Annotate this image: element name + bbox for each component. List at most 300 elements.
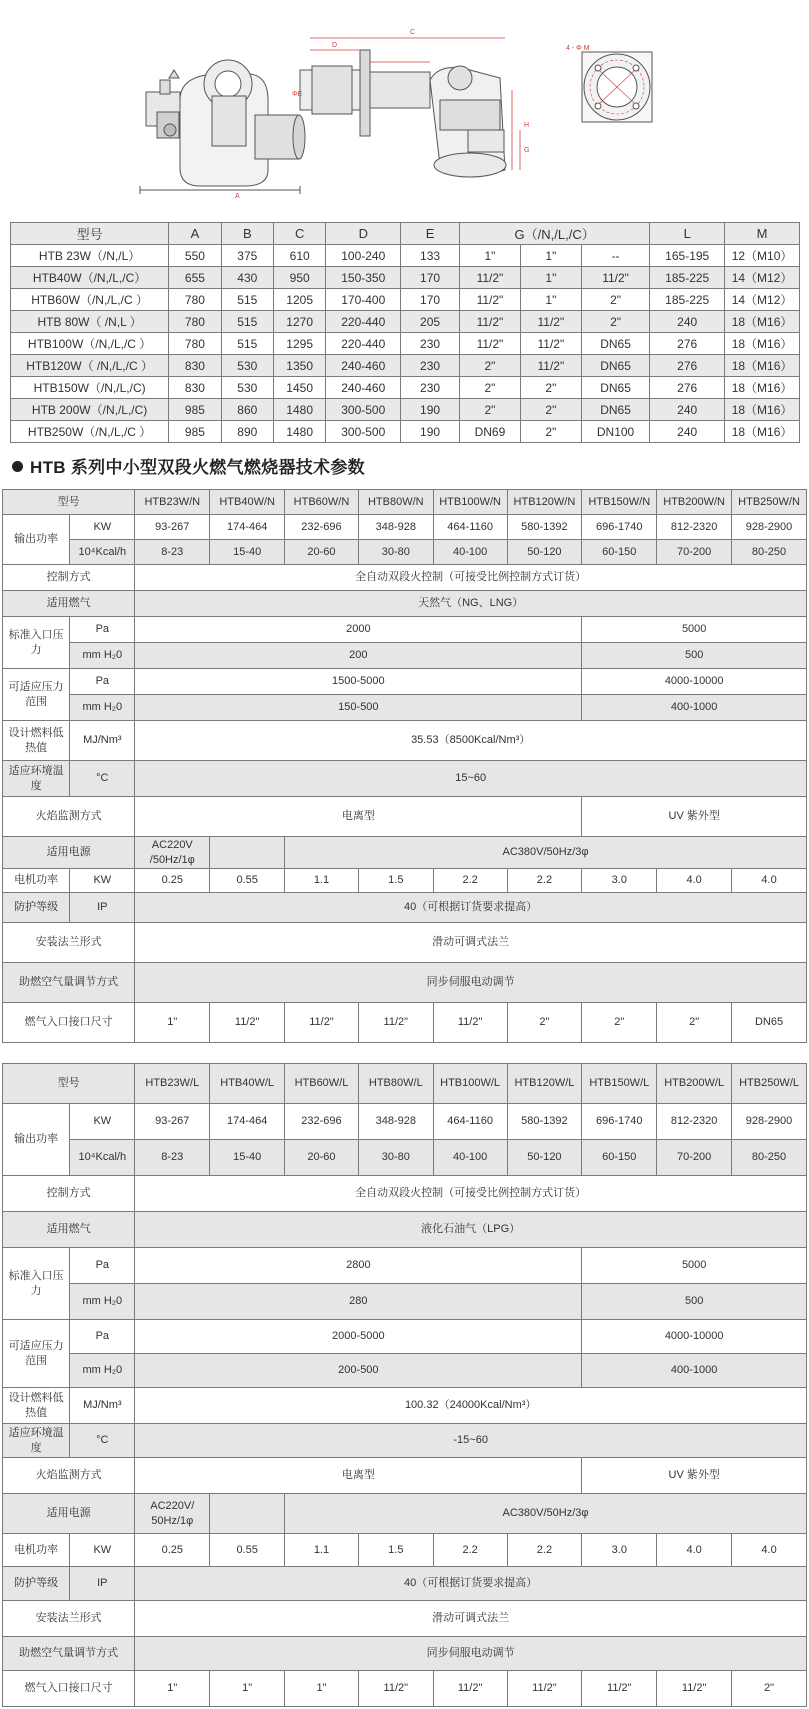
spec-cell: 1"	[210, 1671, 285, 1707]
spec-cell: 150-500	[135, 695, 582, 721]
spec-cell: 30-80	[358, 1140, 433, 1176]
spec-cell: HTB100W/N	[433, 490, 507, 515]
dim-cell: 100-240	[326, 245, 401, 267]
spec-label: 助燃空气量调节方式	[3, 963, 135, 1003]
dim-header-cell: E	[401, 223, 460, 245]
spec-cell: 232-696	[285, 1104, 359, 1140]
spec-label: 型号	[3, 490, 135, 515]
spec-row-flame	[3, 797, 807, 837]
spec-row-inlet-mm	[3, 643, 807, 669]
dim-cell: 133	[401, 245, 460, 267]
spec-cell: 93-267	[135, 1104, 210, 1140]
spec-cell: 500	[582, 643, 807, 669]
spec-row-kw	[3, 515, 807, 540]
dim-cell: 830	[169, 355, 221, 377]
dim-cell: HTB40W（/N,/L,/C）	[11, 267, 169, 289]
dim-cell: 780	[169, 311, 221, 333]
spec-row-motor	[3, 1534, 807, 1567]
dim-cell: 610	[273, 245, 325, 267]
spec-cell: 40（可根据订货要求提高）	[135, 893, 807, 923]
spec-cell: 2"	[582, 1003, 657, 1043]
dim-cell: 1"	[520, 245, 581, 267]
spec-cell: 812-2320	[657, 1104, 732, 1140]
spec-cell: 174-464	[210, 515, 285, 540]
spec-label: 安装法兰形式	[3, 923, 135, 963]
spec-cell: HTB23W/N	[135, 490, 210, 515]
dim-cell: 1270	[273, 311, 325, 333]
dim-cell: 11/2"	[459, 311, 520, 333]
dim-phi-label: ΦE	[292, 91, 303, 98]
spec-cell: 2"	[507, 1003, 582, 1043]
dim-cell: 230	[401, 333, 460, 355]
spec-cell: 滑动可调式法兰	[135, 1601, 807, 1637]
spec-cell: 5000	[582, 617, 807, 643]
spec-cell: 天然气（NG、LNG）	[135, 591, 807, 617]
spec-cell: 2"	[732, 1671, 807, 1707]
spec-cell: mm H₂0	[70, 695, 135, 721]
bullet-dot	[12, 461, 23, 472]
spec-cell: HTB80W/N	[358, 490, 433, 515]
spec-cell: 11/2"	[285, 1003, 359, 1043]
dim-row	[11, 333, 800, 355]
spec-cell: mm H₂0	[70, 643, 135, 669]
spec-label: 燃气入口接口尺寸	[3, 1003, 135, 1043]
spec-label: 设计燃料低热值	[3, 1388, 70, 1424]
dim-cell: 2"	[520, 421, 581, 443]
dim-cell: 2"	[459, 377, 520, 399]
dim-cell: 1"	[520, 267, 581, 289]
spec-label: 防护等级	[3, 893, 70, 923]
spec-cell: 3.0	[582, 869, 657, 893]
dim-cell: HTB60W（/N,/L,/C ）	[11, 289, 169, 311]
dim-cell: 18（M16）	[725, 333, 800, 355]
dim-cell: 300-500	[326, 421, 401, 443]
spec-cell: Pa	[70, 1320, 135, 1354]
dim-cell: 11/2"	[520, 355, 581, 377]
dim-header-cell: L	[650, 223, 725, 245]
spec-cell: 2800	[135, 1248, 582, 1284]
spec-cell: 1.1	[285, 1534, 359, 1567]
spec-cell: 200	[135, 643, 582, 669]
dim-cell: 11/2"	[459, 289, 520, 311]
dim-cell: 890	[221, 421, 273, 443]
dim-cell: 1205	[273, 289, 325, 311]
spec-label: 燃气入口接口尺寸	[3, 1671, 135, 1707]
spec-cell: 4.0	[657, 1534, 732, 1567]
dim-cell: 190	[401, 421, 460, 443]
dim-cell: 170-400	[326, 289, 401, 311]
spec-cell: 11/2"	[210, 1003, 285, 1043]
dim-cell: 12（M10）	[725, 245, 800, 267]
spec-cell: AC220V/ 50Hz/1φ	[135, 1494, 210, 1534]
dim-cell: 240-460	[326, 377, 401, 399]
spec-cell: 580-1392	[507, 1104, 582, 1140]
spec-cell: KW	[70, 1104, 135, 1140]
spec-cell: 20-60	[285, 540, 359, 565]
spec-row-inlet-pa	[3, 1248, 807, 1284]
spec-row-flame	[3, 1458, 807, 1494]
spec-label: 设计燃料低热值	[3, 721, 70, 761]
spec-cell: 93-267	[135, 515, 210, 540]
spec-label: 标准入口压力	[3, 1248, 70, 1320]
spec-cell: 200-500	[135, 1354, 582, 1388]
dim-cell: 185-225	[650, 267, 725, 289]
dim-cell: 1480	[273, 399, 325, 421]
dim-cell: 11/2"	[581, 267, 649, 289]
dim-d-label: D	[332, 42, 338, 49]
dim-cell: HTB 23W（/N,/L）	[11, 245, 169, 267]
spec-cell: 10⁴Kcal/h	[70, 1140, 135, 1176]
spec-cell: MJ/Nm³	[70, 721, 135, 761]
dim-header-cell: A	[169, 223, 221, 245]
spec-cell: 全自动双段火控制（可接受比例控制方式订货）	[135, 565, 807, 591]
dim-cell: 205	[401, 311, 460, 333]
dim-cell: 11/2"	[459, 333, 520, 355]
spec-cell: 1"	[135, 1671, 210, 1707]
spec-row-motor	[3, 869, 807, 893]
dim-cell: 18（M16）	[725, 355, 800, 377]
dim-cell: DN65	[581, 399, 649, 421]
dim-row	[11, 421, 800, 443]
dim-cell: 2"	[581, 289, 649, 311]
spec-row-temp	[3, 761, 807, 797]
section-title	[12, 453, 365, 478]
spec-cell: Pa	[70, 669, 135, 695]
dimension-table	[10, 222, 800, 443]
spec-cell: 40-100	[433, 540, 507, 565]
spec-cell: 40-100	[433, 1140, 507, 1176]
spec-cell: 同步伺服电动调节	[135, 963, 807, 1003]
spec-row-supply	[3, 837, 807, 869]
spec-label: 输出功率	[3, 515, 70, 565]
dim-cell: 185-225	[650, 289, 725, 311]
spec-cell: 2.2	[507, 1534, 582, 1567]
spec-cell: 15~60	[135, 761, 807, 797]
dim-cell: 2"	[581, 311, 649, 333]
spec-label: 适应环境温度	[3, 761, 70, 797]
spec-cell: MJ/Nm³	[70, 1388, 135, 1424]
spec-row-flange	[3, 1601, 807, 1637]
burner-dimension-drawing	[0, 0, 809, 215]
spec-row-range-mm	[3, 695, 807, 721]
spec-label: 火焰监测方式	[3, 1458, 135, 1494]
spec-empty-cell	[210, 1494, 285, 1534]
dim-cell: 240-460	[326, 355, 401, 377]
dim-header-cell: B	[221, 223, 273, 245]
spec-label: 型号	[3, 1064, 135, 1104]
spec-cell: 696-1740	[582, 515, 657, 540]
dim-cell: 530	[221, 355, 273, 377]
spec-row-control	[3, 565, 807, 591]
spec-row-port	[3, 1671, 807, 1707]
section-title-text: HTB 系列中小型双段火燃气燃烧器技术参数	[30, 458, 365, 477]
dim-cell: 230	[401, 355, 460, 377]
spec-cell: 400-1000	[582, 695, 807, 721]
spec-cell: HTB250W/L	[732, 1064, 807, 1104]
spec-label: 适用燃气	[3, 591, 135, 617]
dim-cell: 18（M16）	[725, 399, 800, 421]
dim-cell: 860	[221, 399, 273, 421]
spec-cell: -15~60	[135, 1424, 807, 1458]
dim-cell: 18（M16）	[725, 377, 800, 399]
spec-cell: 928-2900	[732, 515, 807, 540]
dim-cell: 240	[650, 311, 725, 333]
dim-cell: HTB 200W（/N,/L,/C)	[11, 399, 169, 421]
spec-cell: 11/2"	[657, 1671, 732, 1707]
spec-cell: 3.0	[582, 1534, 657, 1567]
spec-row-heat	[3, 721, 807, 761]
dim-cell: 2"	[459, 399, 520, 421]
dim-cell: HTB 80W（ /N,L ）	[11, 311, 169, 333]
dim-cell: 985	[169, 399, 221, 421]
spec-cell: HTB250W/N	[732, 490, 807, 515]
dim-cell: 550	[169, 245, 221, 267]
spec-cell: 80-250	[732, 540, 807, 565]
spec-row-kcal	[3, 540, 807, 565]
dim-row	[11, 245, 800, 267]
spec-cell: HTB150W/N	[582, 490, 657, 515]
spec-cell: 4000-10000	[582, 1320, 807, 1354]
spec-cell: HTB200W/N	[657, 490, 732, 515]
spec-cell: 电离型	[135, 797, 582, 837]
spec-cell: 60-150	[582, 540, 657, 565]
dim-row	[11, 289, 800, 311]
dim-cell: 11/2"	[459, 267, 520, 289]
spec-cell: 50-120	[507, 540, 582, 565]
dim-cell: 950	[273, 267, 325, 289]
dim-cell: DN65	[581, 377, 649, 399]
spec-cell: KW	[70, 1534, 135, 1567]
spec-label: 可适应压力范围	[3, 669, 70, 721]
spec-cell: 500	[582, 1284, 807, 1320]
spec-cell: 11/2"	[358, 1003, 433, 1043]
spec-cell: HTB120W/N	[507, 490, 582, 515]
spec-cell: 0.25	[135, 1534, 210, 1567]
spec-cell: 70-200	[657, 1140, 732, 1176]
spec-label: 可适应压力范围	[3, 1320, 70, 1388]
dim-cell: 1450	[273, 377, 325, 399]
spec-cell: 174-464	[210, 1104, 285, 1140]
spec-label: 控制方式	[3, 565, 135, 591]
dim-header-row	[11, 223, 800, 245]
dim-cell: 165-195	[650, 245, 725, 267]
spec-cell: HTB100W/L	[433, 1064, 507, 1104]
spec-cell: 696-1740	[582, 1104, 657, 1140]
dim-c-label: C	[410, 29, 416, 36]
spec-cell: 2.2	[507, 869, 582, 893]
spec-cell: 812-2320	[657, 515, 732, 540]
spec-table-lpg	[2, 1063, 807, 1707]
spec-row-port	[3, 1003, 807, 1043]
dim-cell: DN69	[459, 421, 520, 443]
spec-cell: 1"	[135, 1003, 210, 1043]
spec-row-inlet-pa	[3, 617, 807, 643]
spec-cell: 70-200	[657, 540, 732, 565]
dim-cell: 276	[650, 333, 725, 355]
spec-cell: 15-40	[210, 1140, 285, 1176]
spec-cell: 50-120	[507, 1140, 582, 1176]
dim-cell: 276	[650, 355, 725, 377]
dim-h-label: H	[524, 122, 530, 129]
spec-row-air	[3, 1637, 807, 1671]
spec-row-range-pa	[3, 669, 807, 695]
spec-cell: 2.2	[433, 1534, 507, 1567]
dim-g-label: G	[524, 147, 530, 154]
dim-cell: --	[581, 245, 649, 267]
spec-cell: °C	[70, 1424, 135, 1458]
dim-cell: 2"	[520, 399, 581, 421]
spec-row-flange	[3, 923, 807, 963]
dim-cell: 276	[650, 377, 725, 399]
spec-cell: HTB23W/L	[135, 1064, 210, 1104]
spec-row-kcal	[3, 1140, 807, 1176]
spec-cell: 2.2	[433, 869, 507, 893]
spec-label: 火焰监测方式	[3, 797, 135, 837]
spec-label: 适应环境温度	[3, 1424, 70, 1458]
spec-cell: KW	[70, 869, 135, 893]
dim-cell: 515	[221, 289, 273, 311]
spec-label: 输出功率	[3, 1104, 70, 1176]
dim-cell: 170	[401, 289, 460, 311]
spec-cell: 10⁴Kcal/h	[70, 540, 135, 565]
dim-header-cell: G（/N,/L,/C）	[459, 223, 649, 245]
dim-cell: 11/2"	[520, 333, 581, 355]
dim-cell: 14（M12）	[725, 267, 800, 289]
spec-cell: 液化石油气（LPG）	[135, 1212, 807, 1248]
dim-header-cell: M	[725, 223, 800, 245]
spec-cell: 30-80	[358, 540, 433, 565]
spec-row-range-pa	[3, 1320, 807, 1354]
spec-cell: DN65	[732, 1003, 807, 1043]
dim-cell: 655	[169, 267, 221, 289]
spec-cell: 280	[135, 1284, 582, 1320]
spec-cell: 11/2"	[433, 1003, 507, 1043]
spec-cell: 4.0	[732, 1534, 807, 1567]
spec-cell: 4.0	[732, 869, 807, 893]
spec-row-kw	[3, 1104, 807, 1140]
dim-cell: 190	[401, 399, 460, 421]
spec-row-inlet-mm	[3, 1284, 807, 1320]
dim-cell: 14（M12）	[725, 289, 800, 311]
spec-cell: 80-250	[732, 1140, 807, 1176]
dim-header-cell: D	[326, 223, 401, 245]
spec-cell: 同步伺服电动调节	[135, 1637, 807, 1671]
spec-cell: 232-696	[285, 515, 359, 540]
spec-cell: AC220V /50Hz/1φ	[135, 837, 210, 869]
spec-label: 适用燃气	[3, 1212, 135, 1248]
spec-label: 控制方式	[3, 1176, 135, 1212]
spec-cell: HTB150W/L	[582, 1064, 657, 1104]
dim-cell: 830	[169, 377, 221, 399]
dim-row	[11, 267, 800, 289]
dim-row	[11, 311, 800, 333]
spec-cell: 2000-5000	[135, 1320, 582, 1354]
spec-cell: 8-23	[135, 540, 210, 565]
spec-cell: 5000	[582, 1248, 807, 1284]
spec-row-air	[3, 963, 807, 1003]
spec-row-supply	[3, 1494, 807, 1534]
spec-cell: mm H₂0	[70, 1284, 135, 1320]
spec-cell: HTB120W/L	[507, 1064, 582, 1104]
dim-cell: 170	[401, 267, 460, 289]
spec-cell: 580-1392	[507, 515, 582, 540]
spec-row-ip	[3, 893, 807, 923]
spec-cell: 1.1	[285, 869, 359, 893]
dim-cell: 220-440	[326, 311, 401, 333]
spec-cell: 4000-10000	[582, 669, 807, 695]
spec-row-range-mm	[3, 1354, 807, 1388]
dim-cell: HTB100W（/N,/L,/C ）	[11, 333, 169, 355]
spec-cell: UV 紫外型	[582, 797, 807, 837]
dim-cell: 780	[169, 333, 221, 355]
dim-cell: HTB250W（/N,/L,/C ）	[11, 421, 169, 443]
dim-cell: 780	[169, 289, 221, 311]
dim-cell: 985	[169, 421, 221, 443]
spec-row-temp	[3, 1424, 807, 1458]
dim-cell: 240	[650, 421, 725, 443]
spec-cell: Pa	[70, 1248, 135, 1284]
spec-cell: HTB200W/L	[657, 1064, 732, 1104]
spec-cell: 40（可根据订货要求提高）	[135, 1567, 807, 1601]
dim-cell: 220-440	[326, 333, 401, 355]
dim-cell: HTB150W（/N,/L,/C)	[11, 377, 169, 399]
dim-row	[11, 355, 800, 377]
spec-cell: 20-60	[285, 1140, 359, 1176]
spec-row-heat	[3, 1388, 807, 1424]
spec-label: 助燃空气量调节方式	[3, 1637, 135, 1671]
spec-cell: HTB60W/L	[285, 1064, 359, 1104]
spec-cell: 电离型	[135, 1458, 582, 1494]
spec-cell: HTB40W/N	[210, 490, 285, 515]
spec-cell: 100.32（24000Kcal/Nm³）	[135, 1388, 807, 1424]
spec-cell: 0.25	[135, 869, 210, 893]
spec-cell: 15-40	[210, 540, 285, 565]
spec-cell: 400-1000	[582, 1354, 807, 1388]
spec-row-control	[3, 1176, 807, 1212]
spec-cell: 1.5	[358, 869, 433, 893]
spec-row-models	[3, 490, 807, 515]
spec-label: 防护等级	[3, 1567, 70, 1601]
dim-cell: 1295	[273, 333, 325, 355]
spec-label: 电机功率	[3, 1534, 70, 1567]
spec-empty-cell	[210, 837, 285, 869]
spec-cell: 464-1160	[433, 1104, 507, 1140]
dim-cell: HTB120W（ /N,/L,/C ）	[11, 355, 169, 377]
spec-cell: 1500-5000	[135, 669, 582, 695]
dim-cell: 300-500	[326, 399, 401, 421]
spec-cell: UV 紫外型	[582, 1458, 807, 1494]
dim-cell: 18（M16）	[725, 311, 800, 333]
dim-cell: 11/2"	[520, 311, 581, 333]
spec-cell: 全自动双段火控制（可接受比例控制方式订货）	[135, 1176, 807, 1212]
spec-cell: HTB60W/N	[285, 490, 359, 515]
spec-cell: 11/2"	[433, 1671, 507, 1707]
spec-cell: mm H₂0	[70, 1354, 135, 1388]
spec-cell: 11/2"	[582, 1671, 657, 1707]
spec-cell: HTB40W/L	[210, 1064, 285, 1104]
dim-bolt-label: 4 - Φ M	[566, 45, 590, 52]
dim-cell: 430	[221, 267, 273, 289]
spec-row-models	[3, 1064, 807, 1104]
spec-cell: 8-23	[135, 1140, 210, 1176]
spec-cell: °C	[70, 761, 135, 797]
spec-cell: 2000	[135, 617, 582, 643]
dim-row	[11, 399, 800, 421]
spec-cell: HTB80W/L	[358, 1064, 433, 1104]
spec-row-ip	[3, 1567, 807, 1601]
spec-label: 电机功率	[3, 869, 70, 893]
spec-cell: 11/2"	[507, 1671, 582, 1707]
